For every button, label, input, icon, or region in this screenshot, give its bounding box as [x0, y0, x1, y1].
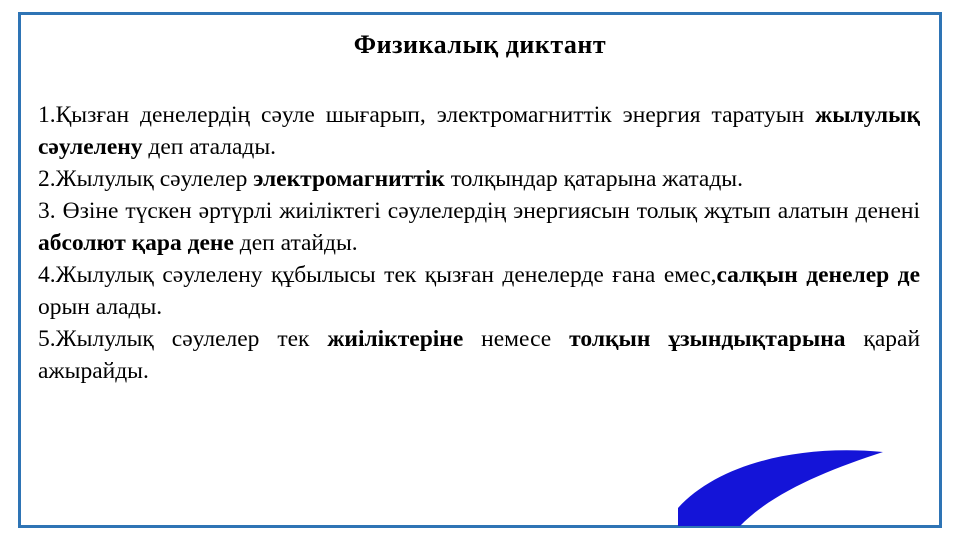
- text-run: деп атайды.: [233, 229, 358, 256]
- slide-border-top: [18, 12, 942, 15]
- emphasis-term: абсолют қара дене: [38, 229, 234, 256]
- text-run: 1.Қызған денелердің сәуле шығарып, электромагниттік энергия таратуын: [38, 102, 816, 128]
- text-run: 3. Өзіне түскен әртүрлі жиіліктегі сәулелердің энергиясын толық жұтып алатын денені: [38, 197, 920, 224]
- page-title: Физикалық диктант: [353, 30, 607, 59]
- paragraph-item-1: [38, 100, 920, 164]
- text-run: немесе: [463, 325, 570, 352]
- swoosh-icon: [678, 446, 938, 526]
- slide-body: [38, 100, 920, 388]
- paragraph-item-4: [38, 260, 920, 324]
- text-run: толқындар қатарына жатады.: [444, 165, 743, 192]
- text-run: орын алады.: [38, 293, 163, 320]
- text-run: 4.Жылулық сәулелену құбылысы тек қызған денелерде ғана емес,: [38, 261, 717, 288]
- emphasis-term: жиіліктеріне: [327, 325, 464, 352]
- text-run: 5.Жылулық сәулелер тек: [38, 325, 328, 352]
- text-run: қарай ажырайды.: [38, 325, 921, 384]
- paragraph-item-3: [38, 196, 920, 260]
- text-run: деп аталады.: [142, 133, 277, 160]
- slide-border-bottom: [18, 525, 942, 528]
- slide-border-left: [18, 12, 21, 528]
- slide-border-right: [939, 12, 942, 528]
- paragraph-item-2: [38, 164, 920, 196]
- text-run: 2.Жылулық сәулелер: [38, 165, 254, 192]
- emphasis-term: жылулық сәулелену: [38, 102, 920, 160]
- emphasis-term: салқын денелер де: [716, 261, 921, 288]
- paragraph-item-5: [38, 324, 920, 388]
- blue-swoosh-decoration: [678, 446, 938, 526]
- emphasis-term: толқын ұзындықтарына: [569, 325, 846, 352]
- emphasis-term: электромагниттік: [253, 165, 445, 192]
